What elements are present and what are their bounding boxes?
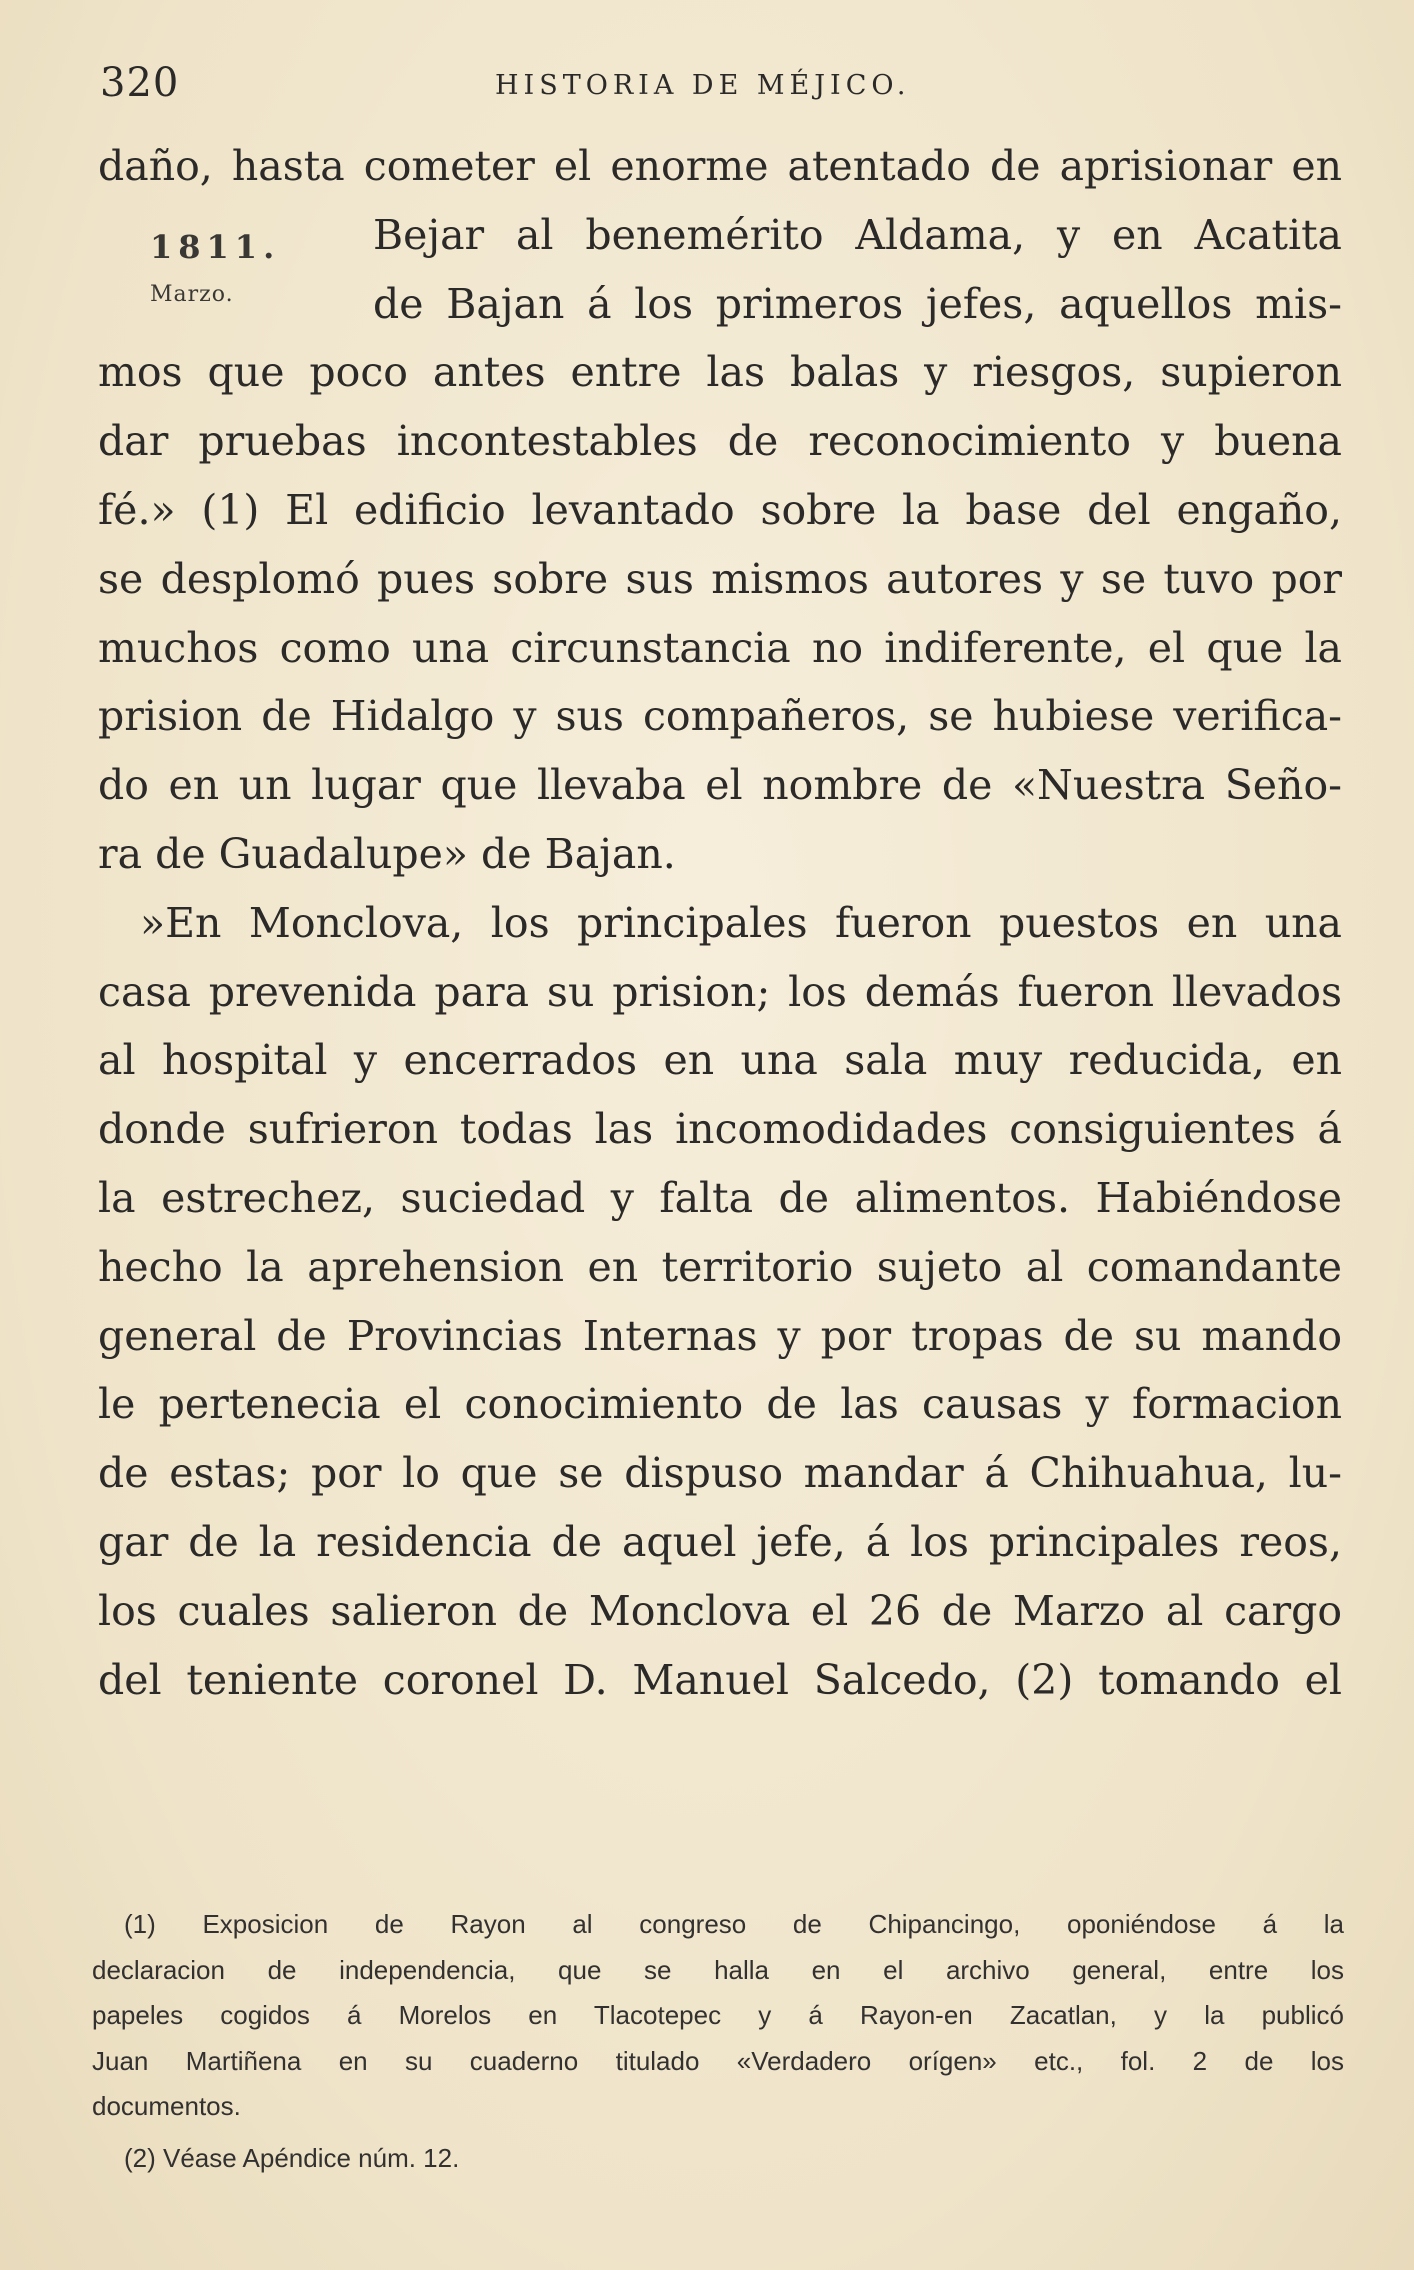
body-line: le pertenecia el conocimiento de las causas y formacion (98, 1380, 1342, 1429)
footnote-1-line: documentos. (92, 2091, 241, 2121)
footnote-1-line: declaracion de independencia, que se halla en el archivo general, entre los (92, 1954, 1344, 1985)
body-line: do en un lugar que llevaba el nombre de «Nuestra Seño- (98, 761, 1342, 810)
body-text (98, 132, 1342, 1714)
body-line: Bejar al benemérito Aldama, y en Acatita (373, 210, 1342, 259)
body-line: hecho la aprehension en territorio sujeto al comandante (98, 1242, 1342, 1291)
body-line: ra de Guadalupe» de Bajan. (98, 829, 676, 878)
footnote-1-line: (1) Exposicion de Rayon al congreso de Chipancingo, oponiéndose á la (124, 1909, 1344, 1939)
body-line: mos que poco antes entre las balas y riesgos, supieron (98, 348, 1342, 397)
body-line: se desplomó pues sobre sus mismos autores y se tuvo por (98, 554, 1342, 603)
body-line: de Bajan á los primeros jefes, aquellos mis- (373, 279, 1342, 328)
body-line: »En Monclova, los principales fueron puestos en una (140, 898, 1342, 947)
body-line: general de Provincias Internas y por tropas de su mando (98, 1311, 1342, 1360)
body-line: del teniente coronel D. Manuel Salcedo, (2) tomando el (98, 1655, 1342, 1704)
footnotes (92, 1902, 1344, 2181)
body-line: los cuales salieron de Monclova el 26 de Marzo al cargo (98, 1586, 1342, 1635)
body-line: dar pruebas incontestables de reconocimiento y buena (98, 417, 1342, 466)
body-line: donde sufrieron todas las incomodidades consiguientes á (98, 1105, 1342, 1154)
body-line: al hospital y encerrados en una sala muy reducida, en (98, 1036, 1342, 1085)
footnote-2: (2) Véase Apéndice núm. 12. (124, 2142, 460, 2173)
page-number: 320 (100, 60, 180, 106)
running-head: HISTORIA DE MÉJICO. (495, 70, 911, 101)
body-line: prision de Hidalgo y sus compañeros, se hubiese verifica- (98, 692, 1342, 741)
body-line: muchos como una circunstancia no indiferente, el que la (98, 623, 1342, 672)
body-line: gar de la residencia de aquel jefe, á los principales reos, (98, 1517, 1342, 1566)
page-header (100, 60, 1340, 120)
body-line: daño, hasta cometer el enorme atentado de aprisionar en (98, 142, 1342, 190)
body-line: casa prevenida para su prision; los demás fueron llevados (98, 967, 1342, 1016)
footnote-1-line: Juan Martiñena en su cuaderno titulado «Verdadero orígen» etc., fol. 2 de los (92, 2045, 1344, 2076)
body-line: la estrechez, suciedad y falta de alimentos. Habiéndose (98, 1173, 1342, 1222)
body-line: de estas; por lo que se dispuso mandar á Chihuahua, lu- (98, 1449, 1342, 1498)
footnote-1-line: papeles cogidos á Morelos en Tlacotepec y á Rayon-en Zacatlan, y la publicó (92, 2000, 1344, 2030)
margin-note-year: 1811. (150, 228, 281, 266)
body-line: fé.» (1) El edificio levantado sobre la base del engaño, (98, 485, 1342, 534)
margin-note-month: Marzo. (150, 282, 234, 307)
